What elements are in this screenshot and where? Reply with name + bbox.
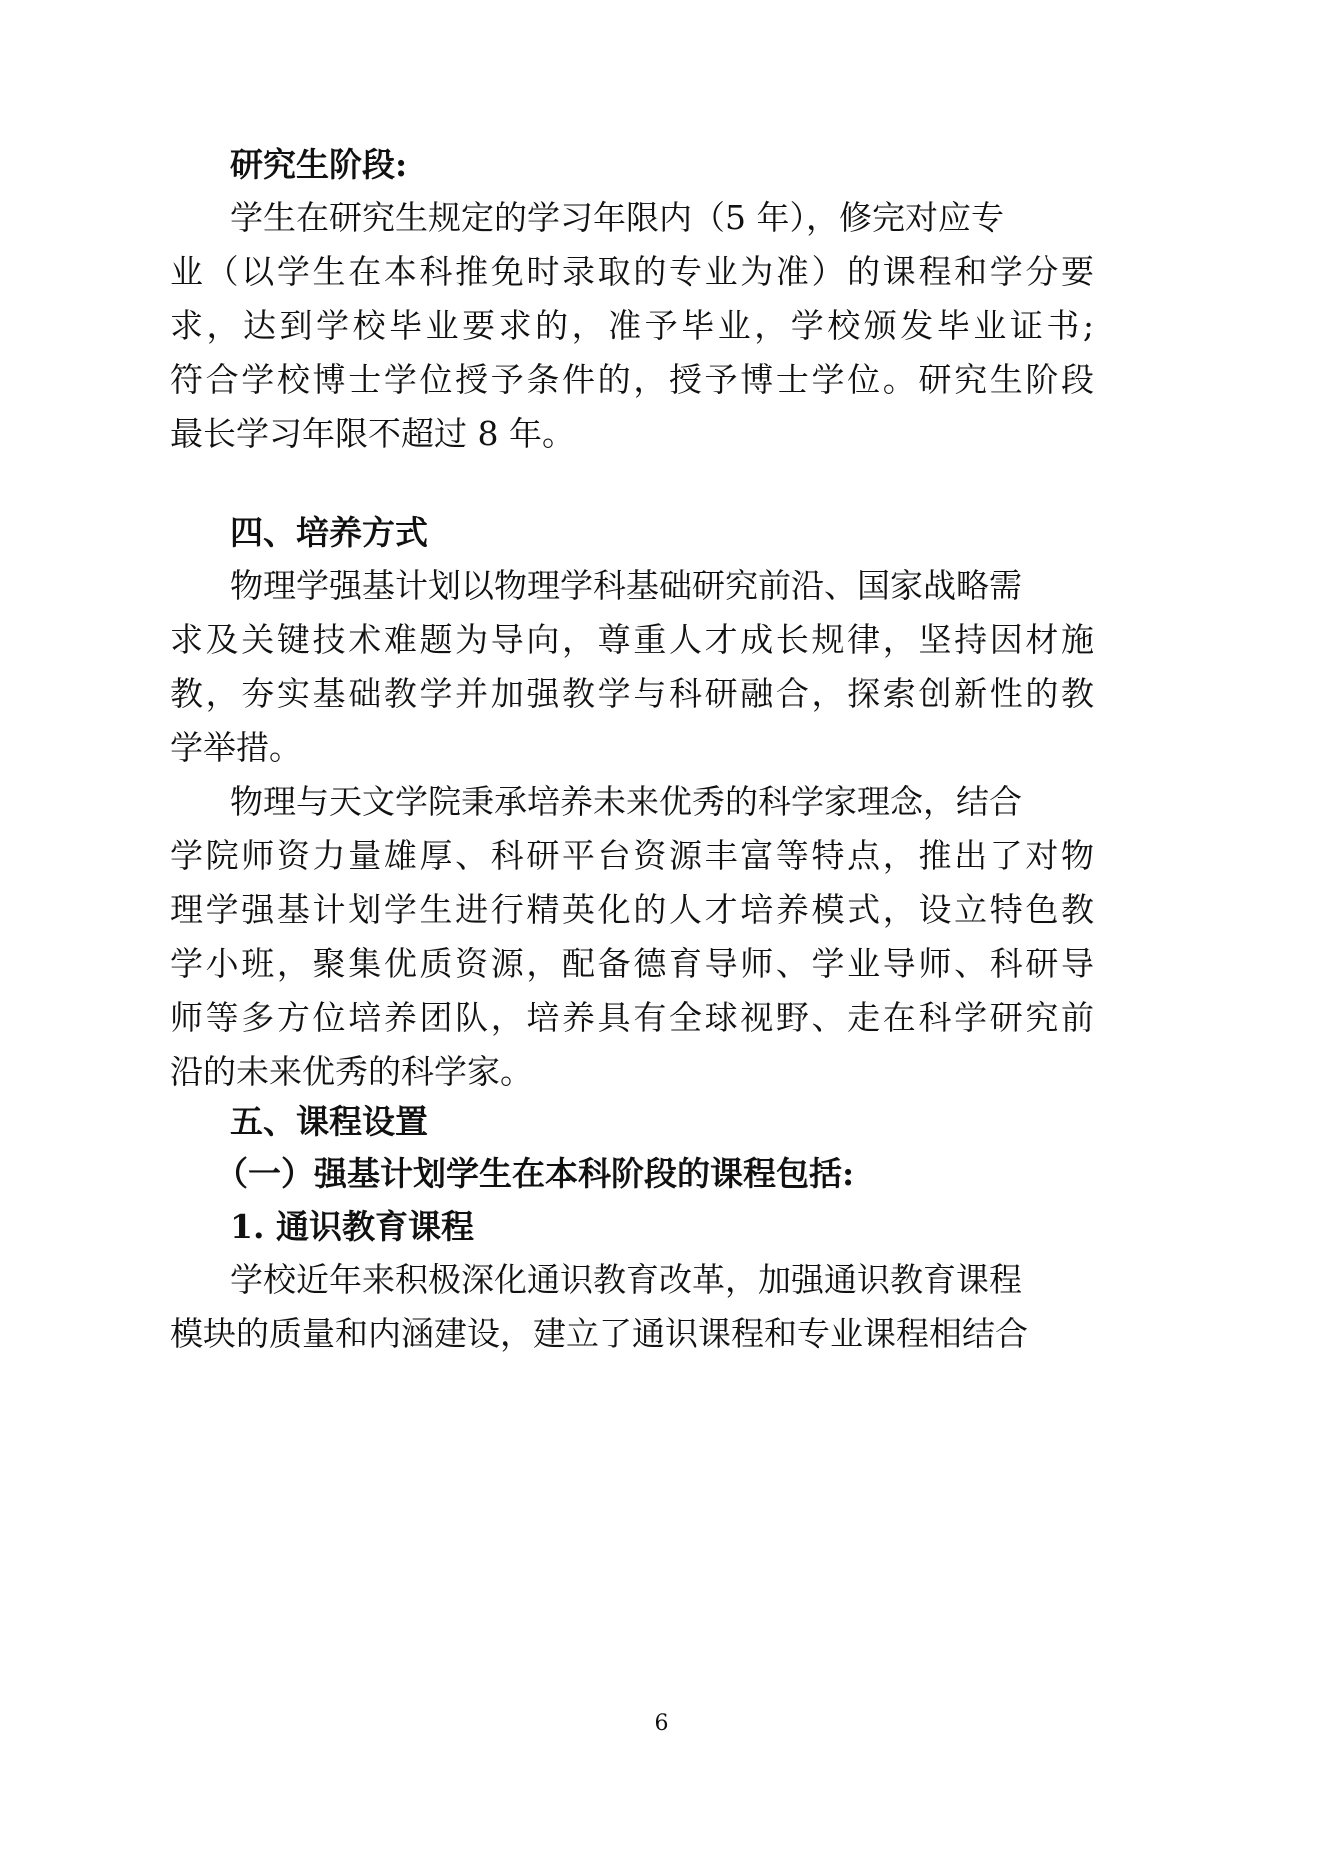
paragraph-line: 物理与天文学院秉承培养未来优秀的科学家理念，结合 <box>230 782 1022 821</box>
paragraph-line: 符合学校博士学位授予条件的，授予博士学位。研究生阶段 <box>170 360 1094 399</box>
paragraph-line: 物理学强基计划以物理学科基础研究前沿、国家战略需 <box>230 566 1022 605</box>
paragraph-line: 师等多方位培养团队，培养具有全球视野、走在科学研究前 <box>170 998 1094 1037</box>
paragraph-line: 沿的未来优秀的科学家。 <box>170 1052 533 1091</box>
subsection-heading: （一）强基计划学生在本科阶段的课程包括: <box>215 1154 855 1193</box>
subsection-item-heading: 1. 通识教育课程 <box>230 1207 474 1246</box>
page-number: 6 <box>654 1711 669 1736</box>
paragraph-line: 业（以学生在本科推免时录取的专业为准）的课程和学分要 <box>170 252 1094 291</box>
section-title-graduate: 研究生阶段: <box>230 145 408 184</box>
paragraph-line: 求及关键技术难题为导向，尊重人才成长规律，坚持因材施 <box>170 620 1094 659</box>
paragraph-line: 学生在研究生规定的学习年限内（5 年），修完对应专 <box>230 198 1004 237</box>
paragraph-line: 学小班，聚集优质资源，配备德育导师、学业导师、科研导 <box>170 944 1094 983</box>
section-heading-courses: 五、课程设置 <box>230 1102 428 1141</box>
section-heading-training: 四、培养方式 <box>230 513 428 552</box>
paragraph-line: 求，达到学校毕业要求的，准予毕业，学校颁发毕业证书; <box>170 306 1094 345</box>
paragraph-line: 模块的质量和内涵建设，建立了通识课程和专业课程相结合 <box>170 1314 1028 1353</box>
paragraph-line: 学校近年来积极深化通识教育改革，加强通识教育课程 <box>230 1260 1022 1299</box>
paragraph-line: 最长学习年限不超过 8 年。 <box>170 414 575 453</box>
paragraph-line: 教，夯实基础教学并加强教学与科研融合，探索创新性的教 <box>170 674 1094 713</box>
paragraph-line: 学院师资力量雄厚、科研平台资源丰富等特点，推出了对物 <box>170 836 1094 875</box>
paragraph-line: 理学强基计划学生进行精英化的人才培养模式，设立特色教 <box>170 890 1094 929</box>
paragraph-line: 学举措。 <box>170 728 302 767</box>
